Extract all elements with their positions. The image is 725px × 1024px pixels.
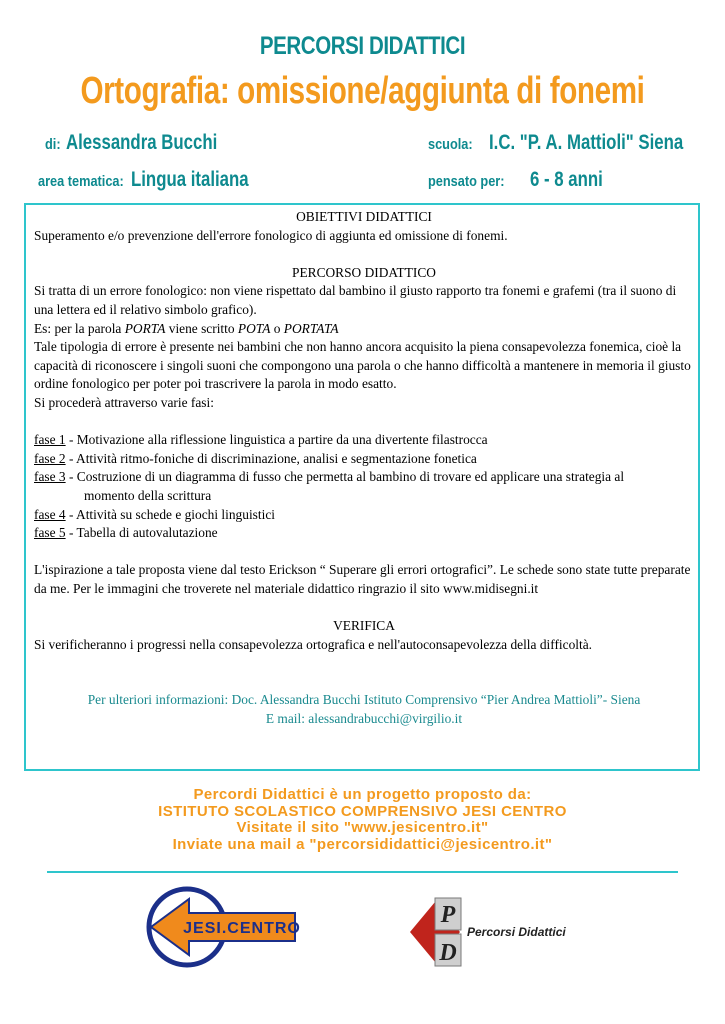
phase-item: [34, 431, 694, 450]
path-paragraph-2: Tale tipologia di errore è presente nei bambini che non hanno ancora acquisito la piena consapevolezza fonemica, cioè la capacità di riconoscere i singoli suoni che compongono una parola o che hanno difficoltà a mantenere in memoria il giusto ordine fonologico per poter poi trascrivere la parola in modo esatto.: [34, 339, 691, 392]
example-or: o: [270, 320, 284, 336]
school-value: I.C. "P. A. Mattioli" Siena: [488, 131, 684, 154]
logo-letter-p: P: [440, 902, 456, 928]
contact-info: Per ulteriori informazioni: Doc. Alessandra Bucchi Istituto Comprensivo “Pier Andrea Mattioli”- Siena: [87, 692, 641, 708]
content-body: [34, 208, 694, 729]
phase-label: fase 4: [34, 506, 66, 522]
example-word-pota: POTA: [237, 320, 271, 336]
phase-item: [34, 506, 694, 525]
pd-logo-text: Percorsi Didattici: [467, 925, 566, 939]
series-title: PERCORSI DIDATTICI: [259, 32, 466, 60]
phase-label: fase 5: [34, 525, 66, 541]
phase-text: - Motivazione alla riflessione linguistica a partire da una divertente filastrocca: [65, 432, 488, 448]
area-value: Lingua italiana: [131, 168, 249, 191]
footer-divider: [47, 871, 678, 873]
footer-line-4: Inviate una mail a "percorsididattici@jesicentro.it": [172, 835, 553, 853]
age-label: pensato per:: [428, 173, 505, 190]
verify-text: Si verificheranno i progressi nella consapevolezza ortografica e nell'autoconsapevolezza della difficoltà.: [34, 636, 592, 652]
objectives-text: Superamento e/o prevenzione dell'errore fonologico di aggiunta ed omissione di fonemi.: [34, 227, 508, 243]
jesi-centro-logo: [145, 883, 305, 971]
school-label: scuola:: [428, 136, 473, 153]
footer-line-1: Percordi Didattici è un progetto proposto da:: [193, 786, 532, 803]
logo-letter-d: D: [439, 940, 457, 966]
footer-line-3: Visitate il sito "www.jesicentro.it": [236, 819, 489, 836]
phase-label: fase 3: [34, 469, 66, 485]
verify-heading: VERIFICA: [333, 618, 395, 634]
age-row: [428, 168, 622, 192]
example-word-porta: PORTA: [124, 320, 166, 336]
author-label: di:: [45, 136, 61, 153]
path-paragraph-3: Si procederà attraverso varie fasi:: [34, 394, 214, 410]
phase-text: - Attività su schede e giochi linguistici: [65, 506, 275, 522]
jesi-logo-text: JESI.CENTRO: [183, 920, 301, 937]
percorsi-didattici-logo: [405, 890, 585, 975]
example-prefix: Es: per la parola: [34, 320, 125, 336]
phase-item: [34, 468, 694, 487]
author-row: [45, 131, 255, 155]
example-line: [34, 320, 694, 339]
area-label: area tematica:: [38, 173, 124, 190]
objectives-heading: OBIETTIVI DIDATTICI: [296, 209, 432, 224]
phase-item: [34, 450, 694, 469]
footer-credits: [0, 787, 725, 853]
contact-email: E mail: alessandrabucchi@virgilio.it: [265, 711, 463, 727]
phase-text: - Tabella di autovalutazione: [65, 525, 218, 541]
phase-label: fase 1: [34, 432, 66, 448]
area-row: [38, 168, 278, 192]
footer-line-2: ISTITUTO SCOLASTICO COMPRENSIVO JESI CENTRO: [158, 802, 567, 820]
school-row: [428, 131, 725, 155]
path-heading: PERCORSO DIDATTICO: [292, 264, 436, 280]
phase-text: - Costruzione di un diagramma di fusso che permetta al bambino di trovare ed applicare una strategia al: [65, 469, 625, 485]
path-paragraph-1: Si tratta di un errore fonologico: non viene rispettato dal bambino il giusto rapporto tra fonemi e grafemi (tra il suono di una lettera ed il relativo simbolo grafico).: [34, 283, 677, 317]
phase-label: fase 2: [34, 450, 66, 466]
inspiration-paragraph: L'ispirazione a tale proposta viene dal testo Erickson “ Superare gli errori ortografici”. Le schede sono state tutte preparate da me. Per le immagini che troverete nel materiale didattico ringrazio il sito www.midisegni.it: [34, 562, 691, 596]
phase-text: - Attività ritmo-foniche di discriminazione, analisi e segmentazione fonetica: [65, 450, 477, 466]
age-value: 6 - 8 anni: [530, 168, 604, 191]
phase-item: [34, 524, 694, 543]
example-mid: viene scritto: [165, 320, 238, 336]
author-value: Alessandra Bucchi: [65, 131, 218, 154]
phase-3-continuation: momento della scrittura: [84, 487, 212, 503]
page-title: Ortografia: omissione/aggiunta di fonemi: [80, 70, 645, 112]
example-word-portata: PORTATA: [283, 320, 339, 336]
